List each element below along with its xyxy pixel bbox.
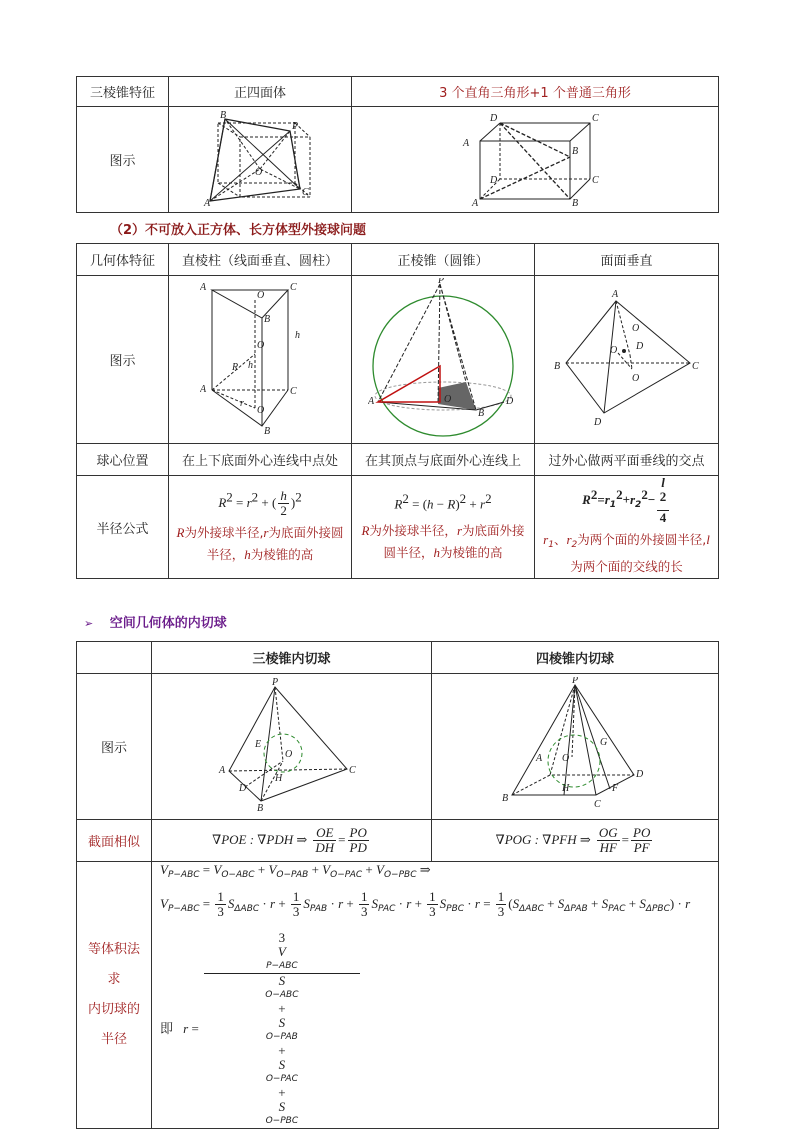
svg-text:B: B [553,360,560,372]
prism-radius-description: R为外接球半径,r为底面外接圆半径，h为棱锥的高 [176,524,344,562]
svg-text:A: A [368,395,375,407]
svg-text:O: O [284,748,292,760]
svg-text:C: C [290,281,297,293]
center-position-cell: 在其顶点与底面外心连线上 [352,444,535,476]
header-cell: 正棱锥（圆锥） [352,244,535,276]
header-cell: 几何体特征 [77,244,169,276]
svg-text:r: r [240,397,244,409]
svg-text:B: B [264,425,271,437]
svg-text:P: P [271,676,278,688]
quadrangular-pyramid-inscribed-diagram [432,674,719,820]
similarity-formula-cell: ∇POE : ∇PDH ⇒ $\frac{OE}{DH}$ = $\frac{PO}{PD}$ [152,820,432,862]
svg-text:A: A [472,197,479,207]
svg-text:B: B [502,792,509,804]
section3-heading [84,612,227,631]
triangular-pyramid-inscribed-diagram [152,674,432,820]
table-inscribed-sphere [76,641,719,1129]
section3-title: 空间几何体的内切球 [109,616,227,631]
header-cell: 正四面体 [169,77,352,107]
svg-text:C: C [691,360,699,372]
svg-text:B: B [478,407,485,419]
svg-text:E: E [254,738,261,750]
row-label: 等体积法 求 内切球的 半径 [77,862,152,1129]
svg-text:C: C [290,385,297,397]
planes-radius-description: $r_1$、$r_2$为两个面的外接圆半径,l为两个面的交线的长 [543,532,710,575]
radius-formula-cell [169,476,352,579]
svg-text:h: h [295,329,300,341]
svg-text:B: B [220,109,227,121]
svg-text:C: C [592,112,599,124]
header-cell: 直棱柱（线面垂直、圆柱） [169,244,352,276]
table-circumscribed-sphere [76,243,719,579]
svg-text:D: D [593,416,601,428]
svg-text:B: B [572,197,579,207]
row-label: 半径公式 [77,476,169,579]
svg-text:C: C [348,764,356,776]
svg-text:A: A [611,288,618,300]
pyramid-in-sphere-diagram [352,276,535,444]
svg-text:P: P [292,120,299,132]
row-label: 图示 [77,276,169,444]
svg-text:H: H [562,782,570,794]
volume-decomposition-formula: $V_{P-ABC} = V_{O-ABC} + V_{O-PAB} + V_{O-PAC} + V_{O-PBC}$ ⇒ [160,862,431,880]
svg-text:P: P [438,277,445,286]
svg-text:D: D [635,340,643,352]
similarity-formula-cell: ∇POG : ∇PFH ⇒ $\frac{OG}{HF}$ = $\frac{PO}{PF}$ [432,820,719,862]
prism-radius-formula: $R^2 = r^2$ + ( $\frac{h}{2}$ )$^2$ [218,487,302,518]
regular-tetrahedron-diagram [169,107,352,213]
header-cell [77,642,152,674]
center-position-cell: 在上下底面外心连线中点处 [169,444,352,476]
svg-text:A: A [204,197,211,207]
svg-text:H: H [274,772,282,784]
svg-text:O: O [631,322,639,334]
svg-text:A: A [200,383,207,395]
svg-text:O: O [257,404,265,416]
svg-text:C: C [594,798,601,810]
volume-expansion-formula: $V_{P-ABC}$ = $\frac{1}{3}$ $S_{\Delta ABC} \cdot r$ + $\frac{1}{3}$ $S_{PAB} \cdot r$ + $\frac{1}{3}$ $S_{PAC} \cdot r$ + $\frac{1}{3}$ $S_{PBC} \cdot r$ = $\frac{1}{3}$ $(S_{\Delta ABC} + S_{\Delta PAB} + S_{PAC} + S_{\Delta PBC}) \cdot r$ [160,889,691,919]
row-label: 截面相似 [77,820,152,862]
right-triangle-tetrahedron-diagram [352,107,719,213]
svg-text:O: O [562,752,570,764]
svg-text:F: F [612,782,619,794]
center-position-cell: 过外心做两平面垂线的交点 [535,444,719,476]
header-cell: 三棱锥特征 [77,77,169,107]
equal-volume-formula-cell [152,862,719,1129]
svg-text:P: P [572,676,579,686]
svg-text:A: A [218,764,225,776]
svg-text:C: C [302,186,309,198]
header-cell: 3 个直角三角形+1 个普通三角形 [352,77,719,107]
pyramid-radius-formula: $R^2 = (h - R)^2 + r^2$ [394,490,492,511]
header-cell: 四棱锥内切球 [432,642,719,674]
row-label: 图示 [77,107,169,213]
svg-text:A: A [536,752,543,764]
svg-text:h: h [248,359,253,371]
bullet-icon: ➢ [84,617,94,630]
svg-text:O: O [631,372,639,384]
planes-radius-formula: $R^2=r_1^2+r_2^2-$ l $^2$ 4 [539,476,714,525]
svg-text:O: O [255,166,263,178]
svg-text:A: A [200,281,207,293]
section2-title: （2）不可放入正方体、长方体型外接球问题 [110,223,367,238]
svg-text:A: A [463,137,470,149]
header-cell: 面面垂直 [535,244,719,276]
row-label: 图示 [77,674,152,820]
table-tetrahedron-types [76,76,719,213]
svg-text:D: D [506,395,514,407]
svg-text:D: D [238,782,246,794]
svg-text:R: R [232,361,239,373]
pyramid-radius-description: R为外接球半径，r为底面外接圆半径，h为棱锥的高 [361,522,525,560]
svg-text:B: B [572,145,579,157]
svg-text:O: O [444,393,452,405]
svg-text:O: O [257,289,265,301]
svg-text:D: D [490,112,498,124]
svg-text:B: B [264,313,271,325]
svg-text:O: O [257,339,265,351]
row-label: 球心位置 [77,444,169,476]
svg-text:O: O [609,344,617,356]
radius-formula-cell [535,476,719,579]
prism-diagram [169,276,352,444]
inscribed-radius-formula: 即 r = 3 V P−ABC S O−ABC + S O−PAB + S O−PAC + S O−PBC [160,931,714,1128]
radius-formula-cell [352,476,535,579]
svg-text:G: G [600,736,608,748]
svg-text:C: C [592,174,599,186]
svg-text:B: B [256,802,263,813]
perpendicular-planes-diagram [535,276,719,444]
header-cell: 三棱锥内切球 [152,642,432,674]
svg-text:D: D [636,768,644,780]
svg-text:D: D [490,174,498,186]
